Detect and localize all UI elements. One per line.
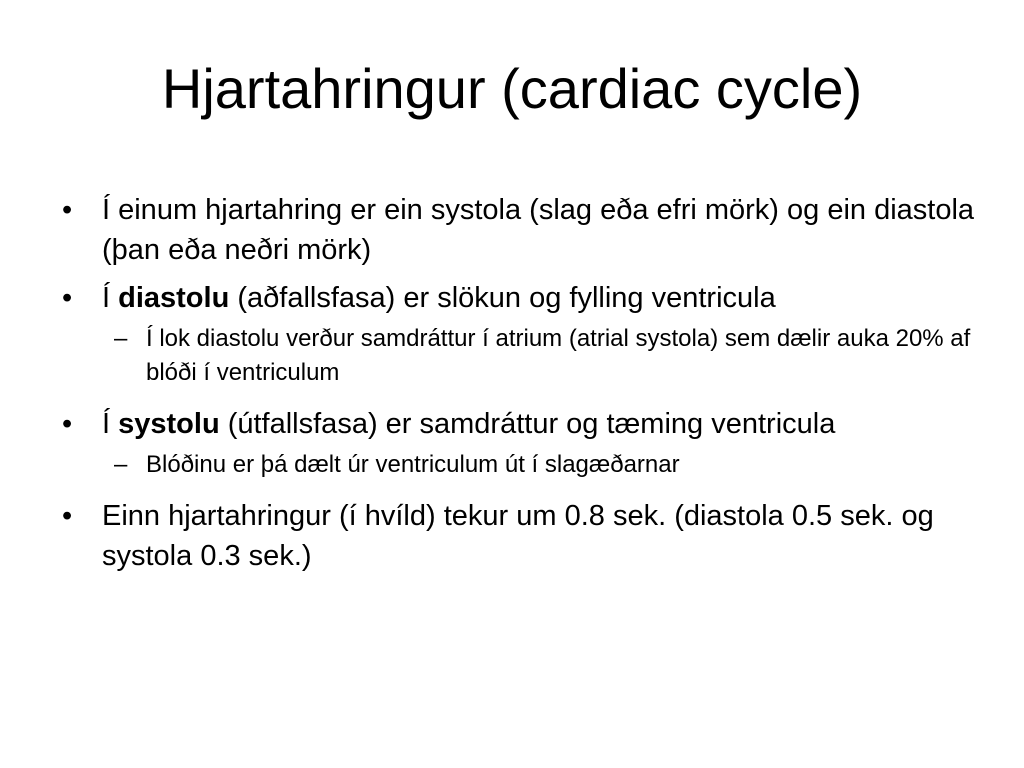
bullet-text-suffix: (útfallsfasa) er samdráttur og tæming ventricula xyxy=(219,408,836,440)
bullet-text-prefix: Í xyxy=(102,408,119,440)
bullet-text: Í einum hjartahring er ein systola (slag eða efri mörk) og ein diastola (þan eða neðri mörk) xyxy=(102,194,975,266)
bullet-marker: • xyxy=(62,282,73,314)
bullet-bold-term: diastolu xyxy=(118,282,230,314)
bullet-text: Einn hjartahringur (í hvíld) tekur um 0.8 sek. (diastola 0.5 sek. og systola 0.3 sek.) xyxy=(102,500,934,572)
bullet-item-systole xyxy=(56,404,976,444)
sub-marker: – xyxy=(114,451,128,478)
bullet-marker: • xyxy=(62,408,73,440)
slide-title: Hjartahringur (cardiac cycle) xyxy=(161,57,863,120)
bullet-text-prefix: Í xyxy=(102,282,119,314)
bullet-bold-term: systolu xyxy=(118,408,220,440)
sub-marker: – xyxy=(114,325,128,352)
sub-item-atrial-systole xyxy=(56,322,976,390)
bullet-item-cycle-definition xyxy=(56,190,976,270)
sub-text: Í lok diastolu verður samdráttur í atrium (atrial systola) sem dælir auka 20% af blóði í ventriculum xyxy=(146,325,971,386)
bullet-marker: • xyxy=(62,500,73,532)
sub-text: Blóðinu er þá dælt úr ventriculum út í slagæðarnar xyxy=(146,451,680,478)
sub-item-ejection xyxy=(56,448,976,482)
bullet-marker: • xyxy=(62,194,73,226)
bullet-item-cycle-duration xyxy=(56,496,976,576)
bullet-text-suffix: (aðfallsfasa) er slökun og fylling ventricula xyxy=(229,282,776,314)
bullet-list xyxy=(56,190,976,584)
bullet-item-diastole xyxy=(56,278,976,318)
